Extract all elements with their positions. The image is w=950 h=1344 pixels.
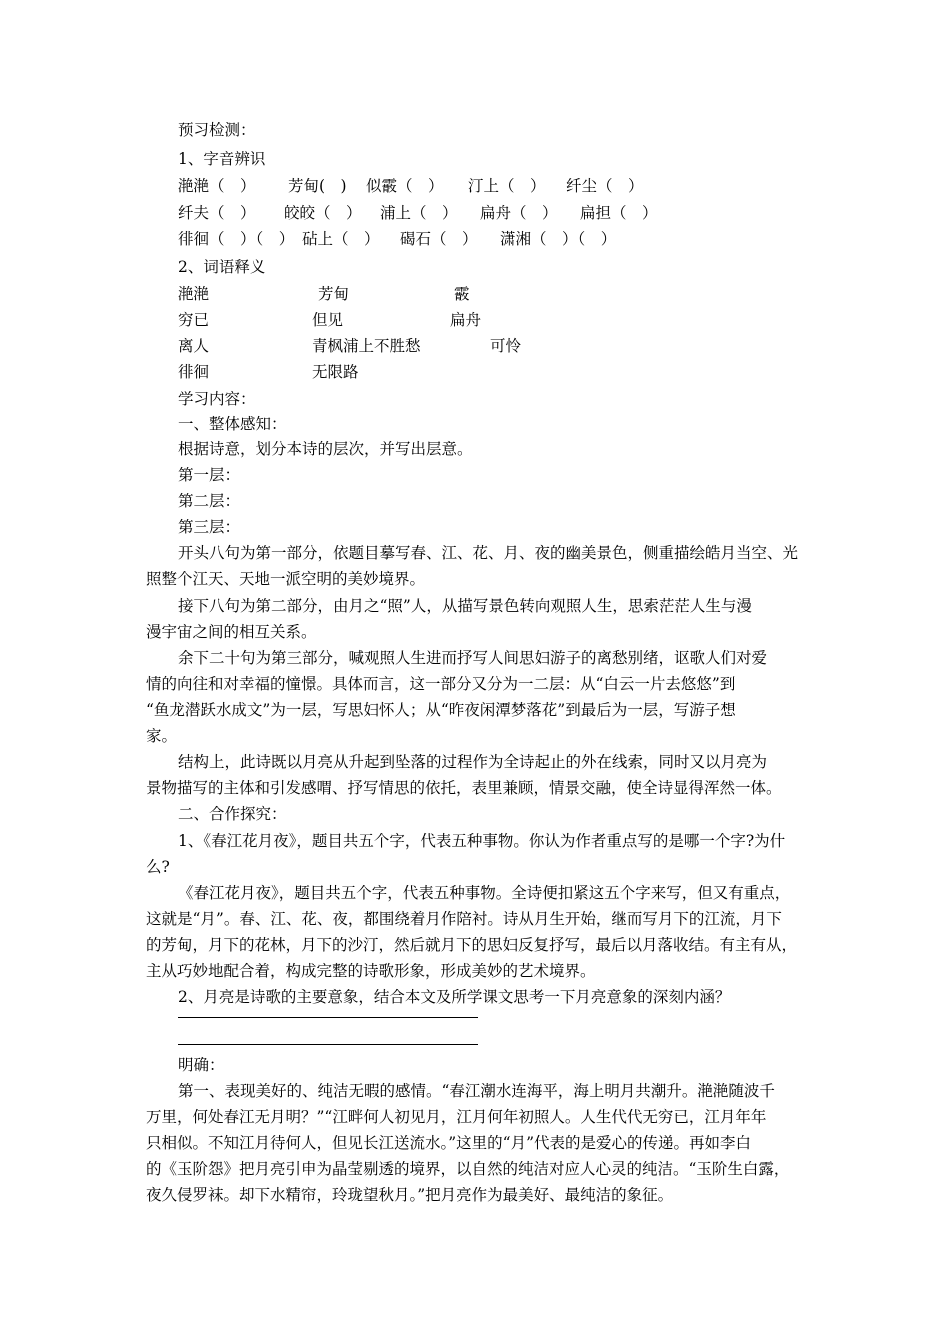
answer-1-line: 主从巧妙地配合着，构成完整的诗歌形象，形成美妙的艺术境界。 [146, 962, 596, 980]
answer-2-line: 万里，何处春江无月明？”“江畔何人初见月，江月何年初照人。人生代代无穷已，江月年年 [146, 1108, 767, 1126]
vocab-term: 徘徊 [178, 363, 210, 381]
answer-blank-line[interactable] [178, 1044, 478, 1045]
preview-heading: 预习检测： [178, 121, 256, 139]
vocab-term: 滟滟 [178, 285, 210, 303]
pron-item: 碣石（ ） [400, 230, 478, 248]
pron-item: 徘徊（ ）（ ） [178, 230, 295, 248]
para3-line: 情的向往和对幸福的憧憬。具体而言，这一部分又分为一二层：从“白云一片去悠悠”到 [146, 675, 736, 693]
task-text: 根据诗意，划分本诗的层次，并写出层意。 [178, 440, 473, 458]
para2-line: 漫宇宙之间的相互关系。 [146, 623, 317, 641]
pron-item: 芳甸( ) [288, 177, 347, 195]
para1-line: 开头八句为第一部分，依题目摹写春、江、花、月、夜的幽美景色，侧重描绘皓月当空、光 [178, 544, 799, 562]
para3-line: 余下二十句为第三部分，喊观照人生进而抒写人间思妇游子的离愁别绪，讴歌人们对爱 [178, 649, 768, 667]
answer-blank-line[interactable] [178, 1017, 478, 1018]
layer-label: 第三层： [178, 518, 241, 536]
pron-item: 似霰（ ） [366, 177, 444, 195]
question-2: 2、月亮是诗歌的主要意象，结合本文及所学课文思考一下月亮意象的深刻内涵？ [178, 988, 731, 1006]
q1-title: 1、字音辨识 [178, 150, 266, 168]
para3-line: 家。 [146, 727, 178, 745]
layer-label: 第二层： [178, 492, 241, 510]
q2-title: 2、词语释义 [178, 258, 266, 276]
vocab-term: 可怜 [490, 337, 522, 355]
pron-item: 汀上（ ） [468, 177, 546, 195]
section1-title: 一、整体感知： [178, 415, 287, 433]
para2-line: 接下八句为第二部分，由月之“照”人，从描写景色转向观照人生，思索茫茫人生与漫 [178, 597, 752, 615]
clarify-label: 明确： [178, 1056, 225, 1074]
vocab-term: 离人 [178, 337, 210, 355]
para4-line: 结构上，此诗既以月亮从升起到坠落的过程作为全诗起止的外在线索，同时又以月亮为 [178, 753, 768, 771]
para1-line: 照整个江天、天地一派空明的美妙境界。 [146, 570, 426, 588]
pron-item: 砧上（ ） [302, 230, 380, 248]
answer-1-line: 这就是“月”。春、江、花、夜，都围绕着月作陪衬。诗从月生开始，继而写月下的江流，月下 [146, 910, 782, 928]
vocab-term: 但见 [312, 311, 344, 329]
vocab-term: 霰 [454, 285, 470, 303]
pron-item: 扁担（ ） [580, 204, 658, 222]
layer-label: 第一层： [178, 466, 241, 484]
question-1-line: 1、《春江花月夜》，题目共五个字，代表五种事物。你认为作者重点写的是哪一个字?为什 [178, 832, 786, 850]
pron-item: 皎皎（ ） [284, 204, 362, 222]
pron-item: 浦上（ ） [380, 204, 458, 222]
pron-item: 扁舟（ ） [480, 204, 558, 222]
pron-item: 纤夫（ ） [178, 204, 256, 222]
answer-2-line: 的《玉阶怨》把月亮引申为晶莹剔透的境界，以自然的纯洁对应人心灵的纯洁。“玉阶生白露， [146, 1160, 790, 1178]
pron-item: 滟滟（ ） [178, 177, 256, 195]
vocab-term: 青枫浦上不胜愁 [312, 337, 421, 355]
pron-item: 纤尘（ ） [566, 177, 644, 195]
answer-1-line: 《春江花月夜》，题目共五个字，代表五种事物。全诗便扣紧这五个字来写，但又有重点， [178, 884, 791, 902]
section2-title: 二、合作探究： [178, 805, 287, 823]
answer-1-line: 的芳甸，月下的花林，月下的沙汀，然后就月下的思妇反复抒写，最后以月落收结。有主有从， [146, 936, 798, 954]
study-heading: 学习内容： [178, 390, 256, 408]
answer-2-line: 夜久侵罗袜。却下水精帘，玲珑望秋月。”把月亮作为最美好、最纯洁的象征。 [146, 1186, 674, 1204]
vocab-term: 芳甸 [318, 285, 350, 303]
answer-2-line: 第一、表现美好的、纯洁无暇的感情。“春江潮水连海平，海上明月共潮升。滟滟随波千 [178, 1082, 775, 1100]
para3-line: “鱼龙潜跃水成文”为一层，写思妇怀人；从“昨夜闲潭梦落花”到最后为一层，写游子想 [146, 701, 736, 719]
para4-line: 景物描写的主体和引发感喟、抒写情思的依托，表里兼顾，情景交融，使全诗显得浑然一体。 [146, 779, 782, 797]
pron-item: 潇湘（ ）（ ） [500, 230, 617, 248]
vocab-term: 扁舟 [450, 311, 482, 329]
vocab-term: 无限路 [312, 363, 359, 381]
vocab-term: 穷已 [178, 311, 210, 329]
answer-2-line: 只相似。不知江月待何人，但见长江送流水。”这里的“月”代表的是爱心的传递。再如李白 [146, 1134, 752, 1152]
question-1-line: 么? [146, 858, 170, 876]
